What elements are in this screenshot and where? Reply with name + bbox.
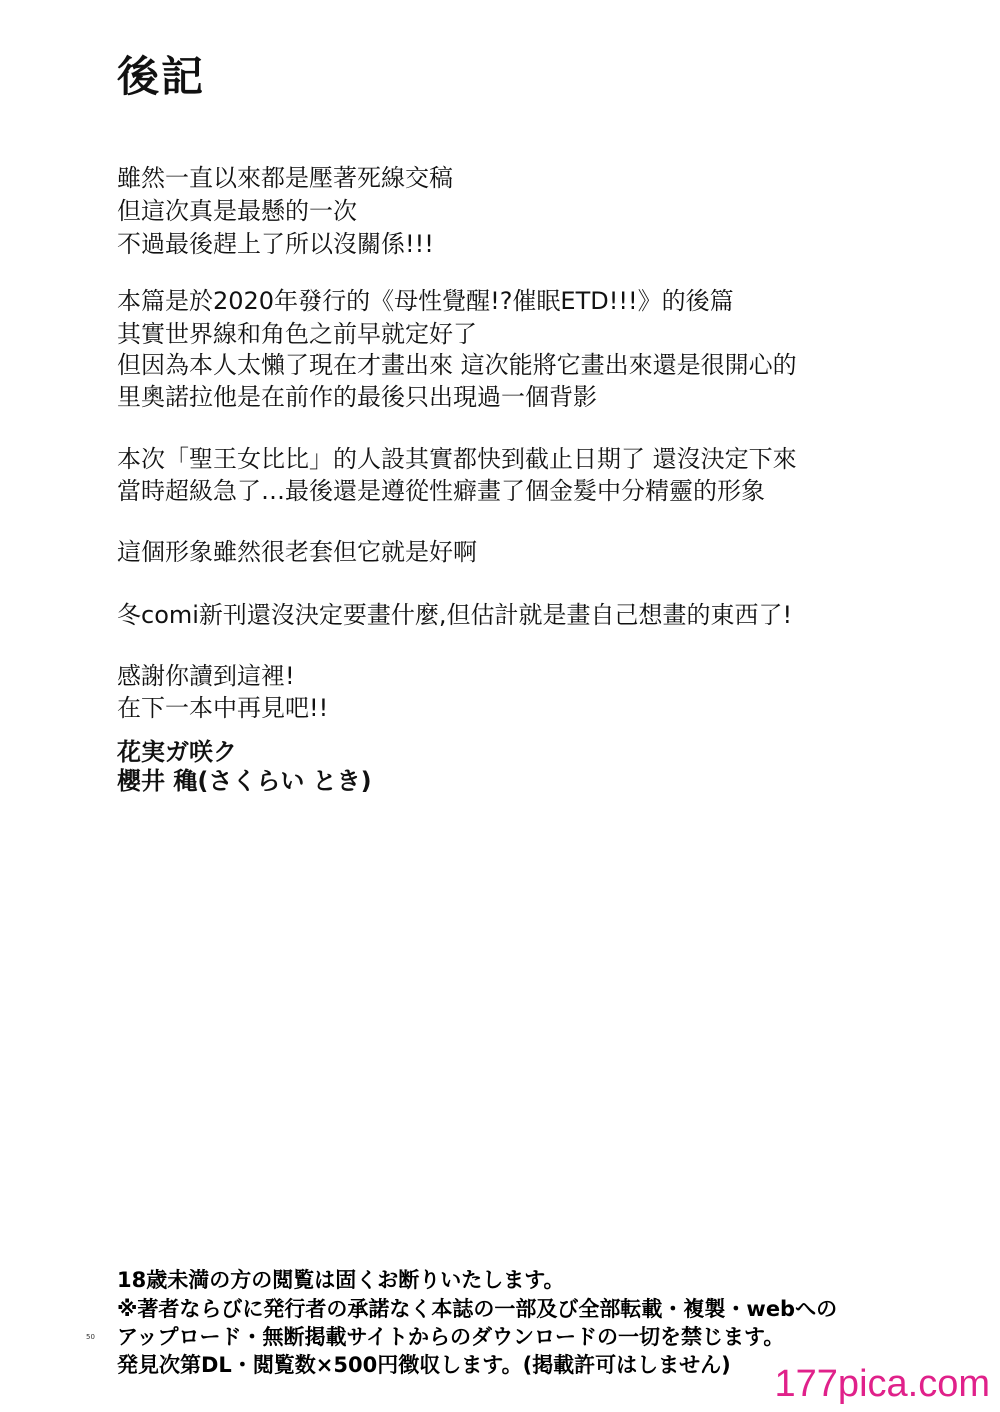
watermark: 177pica.com — [774, 1363, 990, 1405]
copyright-notice: 発見次第DL・閲覧数×500円徴収します。(掲載許可はしません) — [117, 1353, 731, 1377]
body-line: 里奧諾拉他是在前作的最後只出現過一個背影 — [117, 383, 597, 411]
body-line: 本篇是於2020年發行的《母性覺醒!?催眠ETD!!!》的後篇 — [117, 287, 734, 315]
body-line: 冬comi新刊還沒決定要畫什麼,但估計就是畫自己想畫的東西了! — [117, 601, 793, 629]
author-name: 櫻井 穐(さくらい とき) — [117, 767, 372, 795]
body-line: 當時超級急了…最後還是遵從性癖畫了個金髮中分精靈的形象 — [117, 477, 765, 505]
body-line: 感謝你讀到這裡! — [117, 662, 295, 690]
circle-name: 花実ガ咲ク — [117, 738, 237, 766]
body-line: 其實世界線和角色之前早就定好了 — [117, 320, 477, 348]
copyright-notice: アップロード・無断掲載サイトからのダウンロードの一切を禁じます。 — [117, 1325, 785, 1349]
copyright-notice: ※著者ならびに発行者の承諾なく本誌の一部及び全部転載・複製・webへの — [117, 1297, 838, 1321]
body-line: 但因為本人太懶了現在才畫出來 這次能將它畫出來還是很開心的 — [117, 351, 797, 379]
body-line: 不過最後趕上了所以沒關係!!! — [117, 230, 434, 258]
page-title: 後記 — [117, 52, 206, 101]
body-line: 本次「聖王女比比」的人設其實都快到截止日期了 還沒決定下來 — [117, 445, 797, 473]
body-line: 這個形象雖然很老套但它就是好啊 — [117, 538, 477, 566]
page-number: 50 — [86, 1333, 95, 1341]
body-line: 雖然一直以來都是壓著死線交稿 — [117, 164, 453, 192]
body-line: 在下一本中再見吧!! — [117, 694, 329, 722]
age-notice: 18歳未満の方の閲覧は固くお断りいたします。 — [117, 1268, 565, 1292]
body-line: 但這次真是最懸的一次 — [117, 197, 357, 225]
